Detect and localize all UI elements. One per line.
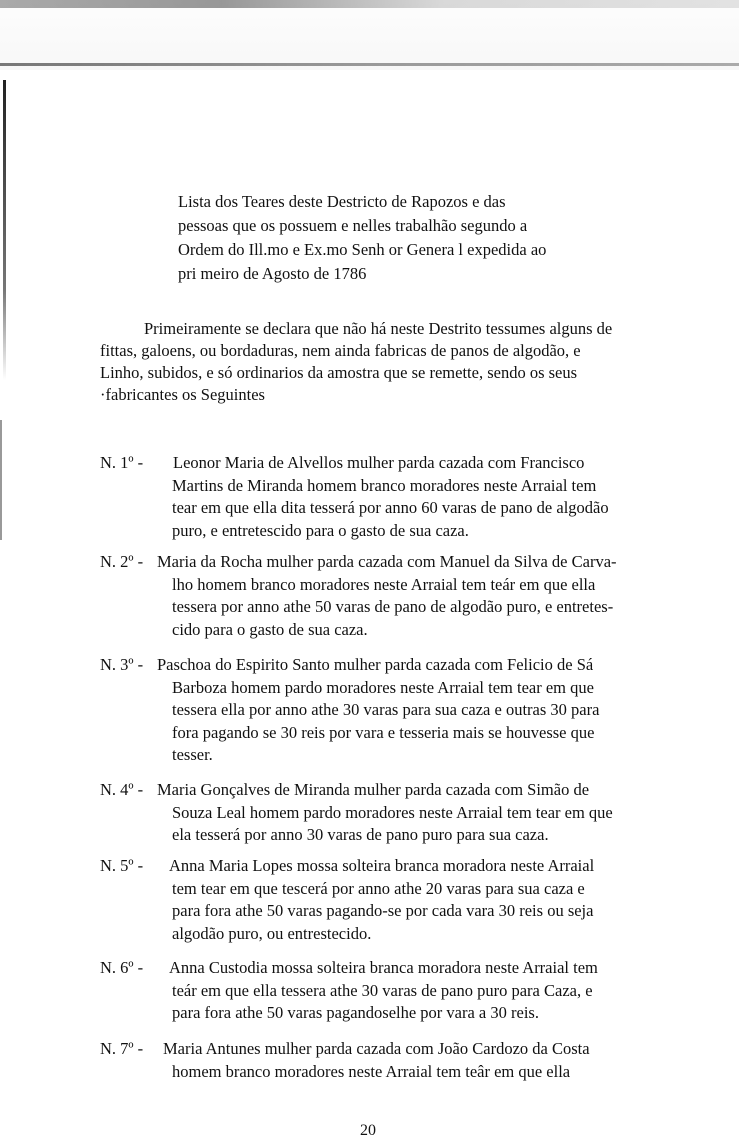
entry-line: ela tesserá por anno 30 varas de pano puro para sua caza.: [172, 825, 549, 844]
entry-line: para fora athe 50 varas pagando-se por cada vara 30 reis ou seja: [172, 901, 594, 920]
entry-line: para fora athe 50 varas pagandoselhe por vara a 30 reis.: [172, 1003, 539, 1022]
intro-paragraph: [100, 318, 660, 406]
entry-line: fora pagando se 30 reis por vara e tesseria mais se houvesse que: [172, 722, 595, 742]
entry-continuation: [172, 574, 660, 642]
scan-fold-line: [0, 63, 739, 66]
entry-number: N. 2º -: [100, 552, 144, 571]
intro-line: Primeiramente se declara que não há neste Destrito tessumes alguns de: [144, 319, 613, 338]
heading-line: pri meiro de Agosto de 1786: [178, 264, 367, 283]
entry-number: N. 6º -: [100, 958, 144, 977]
scan-top-edge: [0, 0, 739, 8]
scan-left-shadow: [3, 80, 6, 380]
entry-continuation: [172, 475, 660, 543]
intro-line: Linho, subidos, e só ordinarios da amostra que se remette, sendo os seus: [100, 363, 578, 382]
entry-line: tessera ella por anno athe 30 varas para sua caza e outras 30 para: [172, 700, 600, 719]
entry-number: N. 4º -: [100, 780, 144, 799]
entry-line: Martins de Miranda homem branco moradores neste Arraial tem: [172, 475, 597, 495]
entry-number: N. 1º -: [100, 453, 144, 472]
entry-number: N. 7º -: [100, 1039, 144, 1058]
entry-number: N. 5º -: [100, 856, 144, 875]
entry-line: algodão puro, ou entrestecido.: [172, 923, 372, 943]
intro-line: ·fabricantes os Seguintes: [100, 385, 265, 404]
entry-continuation: [172, 677, 660, 767]
entry-continuation: [172, 802, 660, 847]
entry-first-line: Anna Maria Lopes mossa solteira branca moradora neste Arraial: [169, 856, 595, 875]
entry-line: tear em que ella dita tesserá por anno 60 varas de pano de algodão: [172, 498, 609, 517]
entry-continuation: [172, 1061, 660, 1084]
entry-line: puro, e entretescido para o gasto de sua caza.: [172, 520, 469, 540]
scan-top-margin: [0, 0, 739, 70]
entry-line: tem tear em que tescerá por anno athe 20 varas para sua caza e: [172, 878, 585, 898]
entry-continuation: [172, 878, 660, 946]
heading-line: Ordem do Ill.mo e Ex.mo Senh or Genera l expedida ao: [178, 240, 547, 259]
entry-first-line: Maria Gonçalves de Miranda mulher parda cazada com Simão de: [157, 780, 590, 799]
entry-first-line: Anna Custodia mossa solteira branca moradora neste Arraial tem: [169, 958, 598, 977]
entry-line: cido para o gasto de sua caza.: [172, 619, 368, 639]
entry-first-line: Paschoa do Espirito Santo mulher parda cazada com Felicio de Sá: [157, 655, 594, 674]
entry-line: tesser.: [172, 745, 213, 764]
entry-line: tessera por anno athe 50 varas de pano de algodão puro, e entretes-: [172, 597, 614, 616]
entry-first-line: Maria Antunes mulher parda cazada com João Cardozo da Costa: [163, 1039, 590, 1058]
document-heading: [178, 190, 588, 286]
entry-number: N. 3º -: [100, 655, 144, 674]
entry-line: teár em que ella tessera athe 30 varas de pano puro para Caza, e: [172, 980, 593, 1000]
entry-first-line: Maria da Rocha mulher parda cazada com Manuel da Silva de Carva-: [157, 552, 617, 571]
entry-line: homem branco moradores neste Arraial tem teâr em que ella: [172, 1061, 571, 1081]
page-number: 20: [360, 1122, 376, 1139]
scan-left-shadow-lower: [0, 420, 2, 540]
entry-line: lho homem branco moradores neste Arraial tem teár em que ella: [172, 574, 596, 594]
entry-continuation: [172, 980, 660, 1025]
entry-first-line: Leonor Maria de Alvellos mulher parda cazada com Francisco: [173, 453, 585, 472]
heading-line: Lista dos Teares deste Destricto de Rapozos e das: [178, 192, 506, 211]
entry-line: Barboza homem pardo moradores neste Arraial tem tear em que: [172, 677, 594, 697]
heading-line: pessoas que os possuem e nelles trabalhão segundo a: [178, 216, 528, 235]
entry-line: Souza Leal homem pardo moradores neste Arraial tem tear em que: [172, 802, 613, 822]
intro-line: fittas, galoens, ou bordaduras, nem ainda fabricas de panos de algodão, e: [100, 341, 581, 360]
